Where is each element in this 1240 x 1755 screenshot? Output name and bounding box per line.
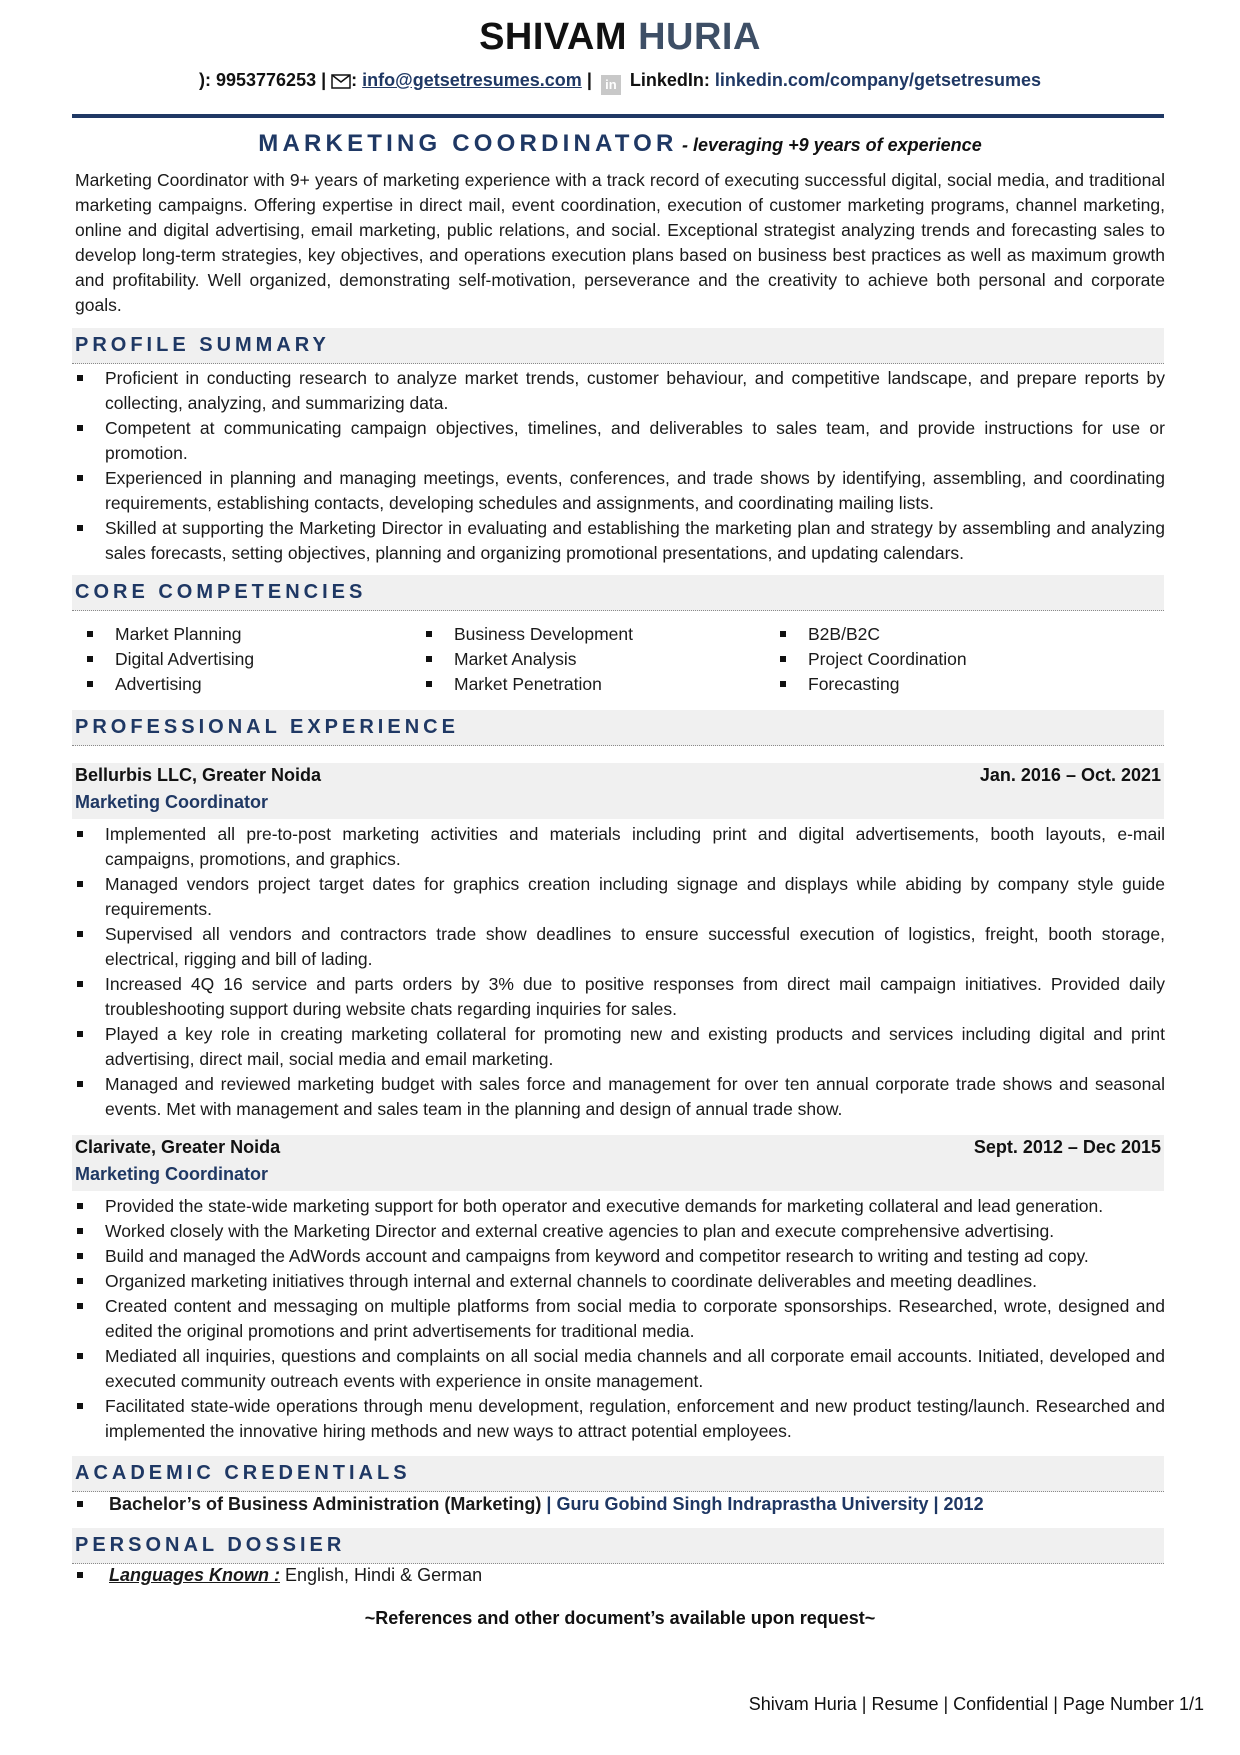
list-item: Supervised all vendors and contractors trade show deadlines to ensure successful execution of logistics, freight, booth storage, electrical, rigging and bill of lading. xyxy=(75,922,1165,972)
phone-number: 9953776253 xyxy=(215,70,317,90)
experience-tagline: - leveraging +9 years of experience xyxy=(682,135,982,155)
separator: | xyxy=(321,70,332,90)
education-entry xyxy=(75,1494,1165,1515)
languages-value: English, Hindi & German xyxy=(285,1565,483,1585)
summary-paragraph: Marketing Coordinator with 9+ years of marketing experience with a track record of executing successful digital, social media, and traditional marketing campaigns. Offering expertise in direct mail, event coordination, execution of customer marketing programs, channel marketing, online and digital advertising, email marketing, public relations, and social. Exceptional strategist analyzing trends and forecasting sales to develop long-term strategies, key objectives, and operations execution plans based on business best practices as well as maximum growth and profitability. Well organized, demonstrating self-motivation, perseverance and the creativity to achieve both personal and corporate goals. xyxy=(75,170,1165,315)
list-item: Worked closely with the Marketing Director and external creative agencies to plan and execute comprehensive advertising. xyxy=(75,1219,1165,1244)
list-item: Market Penetration xyxy=(424,672,633,697)
list-item: Project Coordination xyxy=(778,647,967,672)
employment-dates: Sept. 2012 – Dec 2015 xyxy=(973,1137,1161,1157)
candidate-name xyxy=(0,16,1240,59)
list-item: Proficient in conducting research to analyze market trends, customer behaviour, and competitive landscape, and prepare reports by collecting, analyzing, and summarizing data. xyxy=(75,366,1165,416)
job-duties-list xyxy=(75,1194,1165,1444)
competencies-column-2 xyxy=(424,622,633,697)
job-header xyxy=(72,763,1164,819)
last-name: HURIA xyxy=(638,16,761,58)
list-item: Provided the state-wide marketing support for both operator and executive demands for marketing collateral and lead generation. xyxy=(75,1194,1165,1219)
job-role-title: MARKETING COORDINATOR xyxy=(258,130,678,157)
list-item: Facilitated state-wide operations through menu development, regulation, enforcement and new product testing/launch. Researched and implemented the innovative hiring methods and new ways to attract potential employees. xyxy=(75,1394,1165,1444)
list-item: Forecasting xyxy=(778,672,967,697)
competencies-column-3 xyxy=(778,622,967,697)
linkedin-label: LinkedIn: xyxy=(629,70,710,90)
languages-entry xyxy=(75,1565,1165,1586)
separator: | xyxy=(586,70,592,90)
section-header-profile-summary: PROFILE SUMMARY xyxy=(72,328,1164,364)
list-item: Business Development xyxy=(424,622,633,647)
employment-dates: Jan. 2016 – Oct. 2021 xyxy=(979,765,1161,785)
references-note: ~References and other document’s available upon request~ xyxy=(364,1608,876,1628)
list-item: Skilled at supporting the Marketing Director in evaluating and establishing the marketing plan and strategy by assembling and analyzing sales forecasts, setting objectives, planning and organizing promotional presentations, and updating calendars. xyxy=(75,516,1165,566)
company-name: Clarivate, Greater Noida xyxy=(75,1137,281,1157)
headline xyxy=(0,130,1240,158)
list-item: Organized marketing initiatives through internal and external channels to coordinate deliverables and meeting deadlines. xyxy=(75,1269,1165,1294)
profile-summary-list xyxy=(75,366,1165,566)
first-name: SHIVAM xyxy=(479,16,628,58)
linkedin-link[interactable]: linkedin.com/company/getsetresumes xyxy=(714,70,1042,90)
list-item: Created content and messaging on multiple platforms from social media to corporate sponsorships. Researched, wrote, designed and edited the original promotions and print advertisements for traditional media. xyxy=(75,1294,1165,1344)
header-divider xyxy=(72,114,1164,118)
list-item: Digital Advertising xyxy=(85,647,254,672)
degree: Bachelor’s of Business Administration (Marketing) xyxy=(109,1494,542,1514)
phone-icon: ): xyxy=(198,70,211,90)
languages-label: Languages Known : xyxy=(109,1565,280,1585)
list-item: Market Analysis xyxy=(424,647,633,672)
section-header-academic-credentials: ACADEMIC CREDENTIALS xyxy=(72,1456,1164,1492)
list-item: Experienced in planning and managing meetings, events, conferences, and trade shows by identifying, assembling, and coordinating requirements, establishing contacts, developing schedules and assignments, and coordinating mailing lists. xyxy=(75,466,1165,516)
section-header-personal-dossier: PERSONAL DOSSIER xyxy=(72,1528,1164,1564)
linkedin-icon: in xyxy=(601,75,621,95)
list-item: Played a key role in creating marketing collateral for promoting new and existing products and services including digital and print advertising, direct mail, social media and email marketing. xyxy=(75,1022,1165,1072)
list-item: Managed and reviewed marketing budget with sales force and management for over ten annual corporate trade shows and seasonal events. Met with management and sales team in the planning and design of annual trade show. xyxy=(75,1072,1165,1122)
job-title: Marketing Coordinator xyxy=(75,1164,269,1184)
job-header xyxy=(72,1135,1164,1191)
bullet-icon xyxy=(77,1572,83,1578)
list-item: Build and managed the AdWords account and campaigns from keyword and competitor research to writing and testing ad copy. xyxy=(75,1244,1165,1269)
email-link[interactable]: info@getsetresumes.com xyxy=(362,70,582,90)
competencies-column-1 xyxy=(85,622,254,697)
section-header-professional-experience: PROFESSIONAL EXPERIENCE xyxy=(72,710,1164,746)
list-item: Advertising xyxy=(85,672,254,697)
contact-line: ): 9953776253 | : info@getsetresumes.com | in LinkedIn: linkedin.com/company/getsetresumes xyxy=(0,70,1240,95)
list-item: Increased 4Q 16 service and parts orders by 3% due to positive responses from direct mail campaign initiatives. Provided daily troubleshooting support during website chats regarding inquiries for sales. xyxy=(75,972,1165,1022)
list-item: B2B/B2C xyxy=(778,622,967,647)
list-item: Mediated all inquiries, questions and complaints on all social media channels and all corporate email accounts. Initiated, developed and executed community outreach events with experience in onsite management. xyxy=(75,1344,1165,1394)
list-item: Market Planning xyxy=(85,622,254,647)
mail-icon xyxy=(331,70,351,90)
job-duties-list xyxy=(75,822,1165,1122)
company-name: Bellurbis LLC, Greater Noida xyxy=(75,765,322,785)
section-header-core-competencies: CORE COMPETENCIES xyxy=(72,575,1164,611)
page-footer: Shivam Huria | Resume | Confidential | Page Number 1/1 xyxy=(748,1694,1204,1714)
list-item: Implemented all pre-to-post marketing activities and materials including print and digital advertisements, booth layouts, e-mail campaigns, promotions, and graphics. xyxy=(75,822,1165,872)
list-item: Competent at communicating campaign objectives, timelines, and deliverables to sales team, and provide instructions for use or promotion. xyxy=(75,416,1165,466)
bullet-icon xyxy=(77,1501,83,1507)
list-item: Managed vendors project target dates for graphics creation including signage and displays while abiding by company style guide requirements. xyxy=(75,872,1165,922)
job-title: Marketing Coordinator xyxy=(75,792,269,812)
institution: | Guru Gobind Singh Indraprastha University | 2012 xyxy=(546,1494,984,1514)
